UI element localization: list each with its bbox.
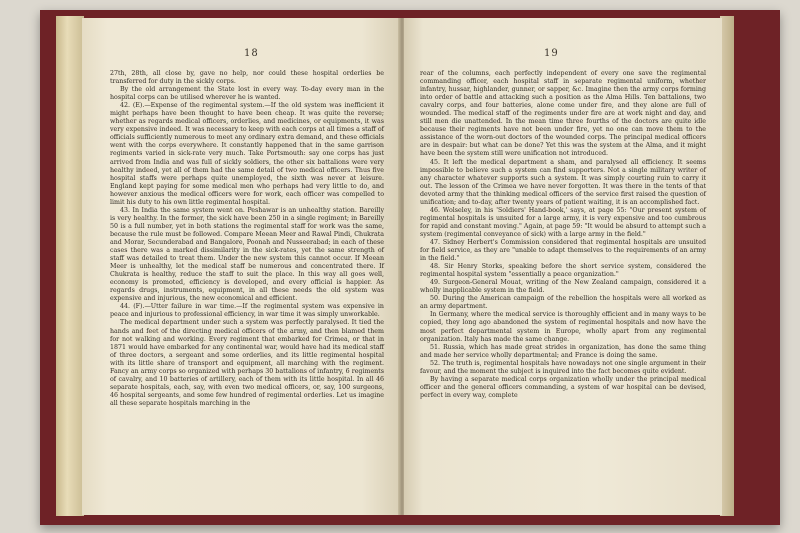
paragraph: 47. Sidney Herbert's Commission considered that regimental hospitals are unsuited for field service, as they are "unable to adapt themselves to the requirements of an army in the field." [420,238,706,263]
left-page-number: 18 [244,48,259,59]
left-page [82,18,400,515]
left-page-text [110,70,384,408]
paragraph: 52. The truth is, regimental hospitals have nowadays not one single argument in their favour, and the moment the subject is inquired into the fact becomes quite evident. [420,359,706,375]
right-page-number: 19 [544,48,559,59]
paragraph: By having a separate medical corps organization wholly under the principal medical officer and the general officers commanding, a system of war hospital can be devised, perfect in every way, complete [420,375,706,399]
paragraph: 45. It left the medical department a sham, and paralysed all efficiency. It seems impossible to believe such a system can find supporters. Not a single military writer of any character whatever supports such a system. It was simply courting ruin to carry it out. The lesson of the Crimea we have never forgotten. It was there in the tents of that devoted army that the thinking medical officers of the service first raised the question of unification; and to-day, after twenty years of patient waiting, it is an accomplished fact. [420,158,706,206]
paragraph: 49. Surgeon-General Mouat, writing of the New Zealand campaign, considered it a wholly inapplicable system in the field. [420,279,706,295]
right-page [404,18,722,515]
paragraph: 48. Sir Henry Storks, speaking before the short service system, considered the regimental hospital system "essentially a peace organization." [420,263,706,279]
paragraph: The medical department under such a system was perfectly paralysed. It tied the hands and feet of the directing medical officers of the army, and then blamed them for not walking and working. Every regiment that embarked for Crimea, or that in 1871 would have embarked for any continental war, would have had its medical staff of three doctors, a sergeant and some orderlies, and its little regimental hospital with its little share of transport and equipment, all marching with the regiment. Fancy an army corps so organized with perhaps 30 battalions of infantry, 6 regiments of cavalry, and 10 batteries of artillery, each of them with its little hospital. In all 46 separate hospitals, each, say, with even two medical officers, or, say, 100 surgeons, 46 hospital sergeants, and some few hundred of regimental orderlies. Let us imagine all these separate hospitals marching in the [110,319,384,407]
paragraph: rear of the columns, each perfectly independent of every one save the regimental commanding officer, each hospital staff in separate regimental uniform, whether infantry, hussar, highlander, gunner, or sapper, &c. Imagine then the army corps forming into order of battle and attacking such a position as the Alma Hills. Ten battalions, two cavalry corps, and four batteries, alone come under fire, and they alone are full of wounded. The medical staff of the regiments under fire are at work night and day, and still men die unattended. In the mean time three fourths of the doctors are quite idle because their regiments have not been under fire, yet no one can move them to the assistance of the worn-out doctors of the wounded corps. The principal medical officers are in despair: but what can be done? Yet this was the system at the Alma, and it might have been the system still were unification not introduced. [420,70,706,158]
page-edges-left [56,16,84,516]
paragraph: 50. During the American campaign of the rebellion the hospitals were all worked as an army department. [420,295,706,311]
paragraph: 44. (F).—Utter failure in war time.—If the regimental system was expensive in peace and injurious to professional efficiency, in war time it was simply unworkable. [110,303,384,319]
paragraph: In Germany, where the medical service is thoroughly efficient and in many ways to be copied, they long ago abandoned the system of regimental hospitals and now have the most perfect departmental system in Europe, wholly apart from any regimental organization. Italy has made the same change. [420,311,706,343]
right-page-text [420,70,706,400]
paragraph: 46. Wolseley, in his 'Soldiers' Hand-book,' says, at page 55: "Our present system of regimental hospitals is unsuited for a large army, it is very expensive and too cumbrous for rapid and constant moving." Again, at page 59: "It would be absurd to attempt such a system (regimental conveyance of sick) with a large army in the field." [420,206,706,238]
paragraph: 51. Russia, which has made great strides in organization, has done the same thing and made her service wholly departmental; and France is doing the same. [420,343,706,359]
paragraph: 43. In India the same system went on. Peshawar is an unhealthy station. Bareilly is very healthy. In the former, the sick have been 250 in a single regiment; in Bareilly 50 is a full number, yet in both stations the regimental staff for work was the same, because the rule must be followed. Compare Meean Meer and Rawal Pindi, Chukrata and Morar, Secunderabad and Bangalore, Poonah and Nusseerabad; in each of these cases there was a marked dissimilarity in the sick-rates, yet the same strength of staff was detailed to treat them. Under the new system this cannot occur. If Meean Meer is unhealthy, let the medical staff be numerous and concentrated there. If Chukrata is healthy, reduce the staff to suit the place. In this way all goes well, economy is promoted, efficiency is developed, and every official is happier. As regards drugs, instruments, equipment, in all these needs the old system was expensive and injurious, the new economical and efficient. [110,206,384,303]
paragraph: 42. (E).—Expense of the regimental system.—If the old system was inefficient it might perhaps have been thought to have been cheap. It was quite the reverse; whether as regards medical officers, orderlies, and medicines, or equipments, it was very expensive indeed. It was necessary to keep with each corps at all times a staff of officials sufficiently numerous to meet any ordinary extra demand, and these officials went with the corps everywhere. It constantly happened that in the same garrison regiments varied in sick-rate very much. Take Portsmouth: say one corps has just arrived from India and was full of sickly soldiers, the other six battalions were very healthy indeed, yet all of them had the same detail of two medical officers. Thus five hospital staffs were perhaps quite unemployed, the sixth was never at leisure. England kept paying for some medical men who perhaps had very little to do, and however anxious the medical officers were for work, each officer was compelled to limit his duty to his own little regimental hospital. [110,102,384,206]
paragraph: By the old arrangement the State lost in every way. To-day every man in the hospital corps can be utilised wherever he is wanted. [110,86,384,102]
page-edges-right [720,16,734,516]
paragraph: 27th, 28th, all close by, gave no help, nor could these hospital orderlies be transferred for duty in the sickly corps. [110,70,384,86]
